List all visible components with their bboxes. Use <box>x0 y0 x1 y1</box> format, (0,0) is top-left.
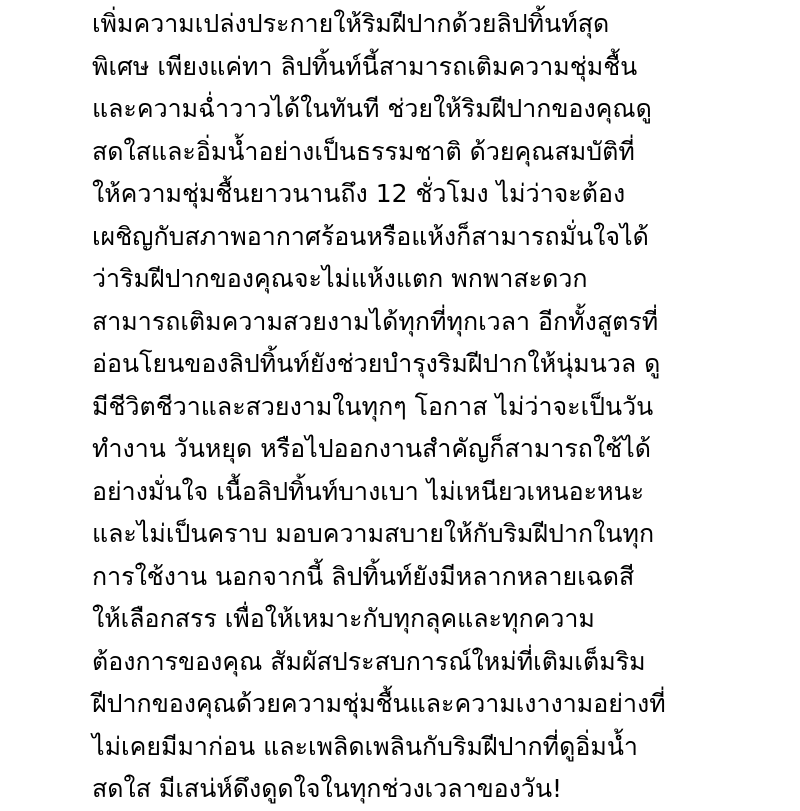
paragraph-line: สดใสและอิ่มน้ำอย่างเป็นธรรมชาติ ด้วยคุณสมบัติที่ <box>92 136 635 166</box>
paragraph-line: พิเศษ เพียงแค่ทา ลิปทิ้นท์นี้สามารถเติมความชุ่มชื้น <box>92 51 638 81</box>
paragraph-line: มีชีวิตชีวาและสวยงามในทุกๆ โอกาส ไม่ว่าจะเป็นวัน <box>92 391 654 421</box>
paragraph-line: ให้เลือกสรร เพื่อให้เหมาะกับทุกลุคและทุกความ <box>92 604 595 633</box>
paragraph-line: ให้ความชุ่มชื้นยาวนานถึง 12 ชั่วโมง ไม่ว่าจะต้อง <box>92 179 626 208</box>
paragraph-line: การใช้งาน นอกจากนี้ ลิปทิ้นท์ยังมีหลากหลายเฉดสี <box>92 561 635 591</box>
paragraph-line: เพิ่มความเปล่งประกายให้ริมฝีปากด้วยลิปทิ้นท์สุด <box>92 9 610 38</box>
paragraph-line: ต้องการของคุณ สัมผัสประสบการณ์ใหม่ที่เติมเต็มริม <box>92 646 646 676</box>
paragraph-line: สดใส มีเสน่ห์ดึงดูดใจในทุกช่วงเวลาของวัน! <box>92 774 563 803</box>
paragraph-line: ทำงาน วันหยุด หรือไปออกงานสำคัญก็สามารถใช้ได้ <box>92 434 651 463</box>
body-paragraph <box>92 3 732 811</box>
paragraph-line: ไม่เคยมีมาก่อน และเพลิดเพลินกับริมฝีปากที่ดูอิ่มน้ำ <box>92 731 638 761</box>
paragraph-line: อย่างมั่นใจ เนื้อลิปทิ้นท์บางเบา ไม่เหนียวเหนอะหนะ <box>92 476 645 506</box>
paragraph-line: อ่อนโยนของลิปทิ้นท์ยังช่วยบำรุงริมฝีปากให้นุ่มนวล ดู <box>92 349 661 378</box>
paragraph-line: ว่าริมฝีปากของคุณจะไม่แห้งแตก พกพาสะดวก <box>92 264 588 293</box>
paragraph-line: และไม่เป็นคราบ มอบความสบายให้กับริมฝีปากในทุก <box>92 519 655 548</box>
paragraph-line: เผชิญกับสภาพอากาศร้อนหรือแห้งก็สามารถมั่นใจได้ <box>92 221 649 251</box>
paragraph-line: และความฉ่ำวาวได้ในทันที ช่วยให้ริมฝีปากของคุณดู <box>92 94 652 123</box>
paragraph-line: สามารถเติมความสวยงามได้ทุกที่ทุกเวลา อีกทั้งสูตรที่ <box>92 306 659 336</box>
paragraph-line: ฝีปากของคุณด้วยความชุ่มชื้นและความเงางามอย่างที่ <box>92 689 666 718</box>
